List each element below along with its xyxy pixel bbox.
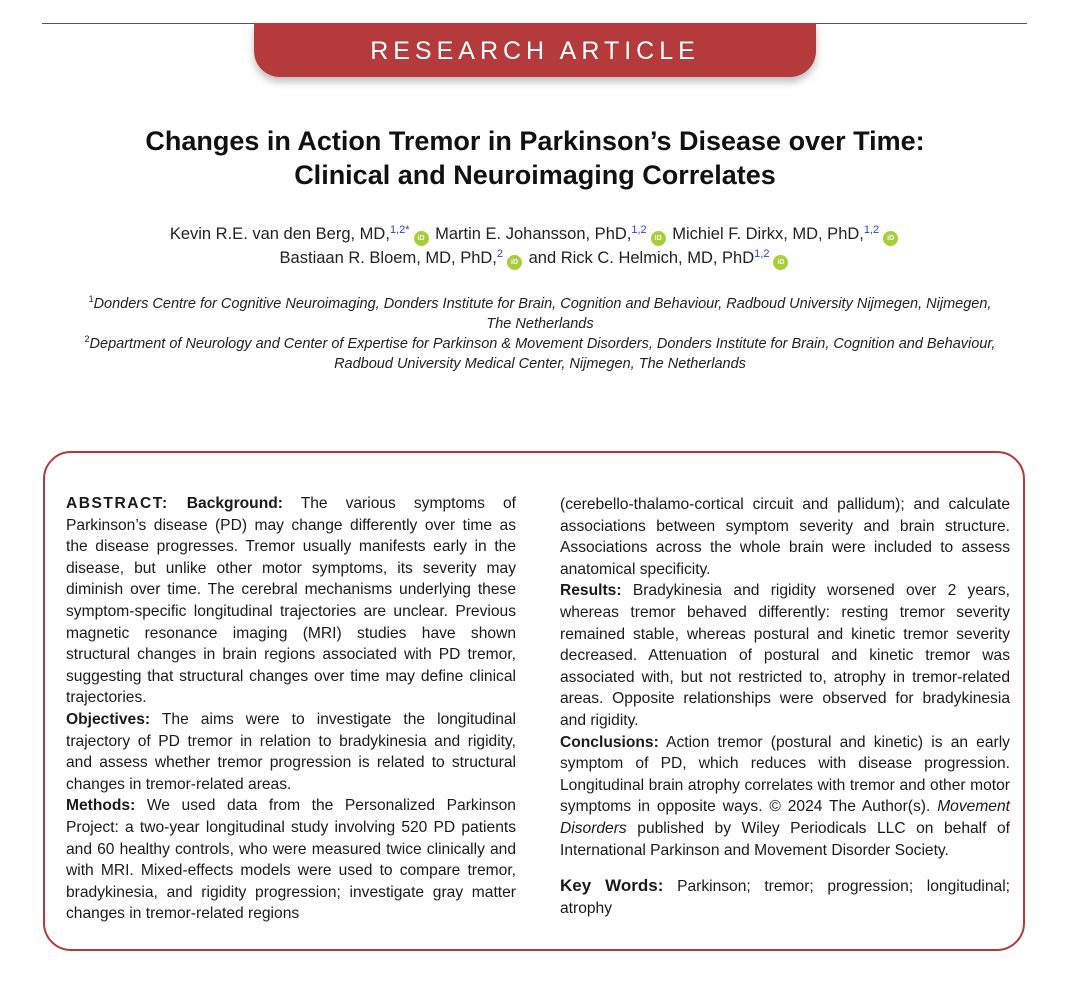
orcid-icon[interactable]: iD	[651, 231, 666, 246]
author-affiliation-ref: 1,2	[863, 224, 880, 236]
abstract-conclusions: Conclusions: Action tremor (postural and kinetic) is an early symptom of PD, which reduces with disease progression. Longitudinal brain atrophy correlates with tremor and other motor symptoms in opposite ways. © 2024 The Author(s). Movement Disorders published by Wiley Periodicals LLC on behalf of International Parkinson and Movement Disorder Society.	[560, 733, 1010, 859]
author-affiliation-ref: 2	[496, 248, 503, 260]
author-name: Kevin R.E. van den Berg, MD,	[169, 225, 390, 243]
abstract-column-right	[560, 494, 1010, 919]
orcid-icon[interactable]: iD	[773, 255, 788, 270]
abstract-methods: Methods: We used data from the Personalized Parkinson Project: a two-year longitudinal study involving 520 PD patients and 60 healthy controls, who were measured twice clinically and with MRI. Mixed-effects models were used to compare tremor, bradykinesia, and rigidity progression; investigate gray matter changes in tremor-related regions	[66, 797, 516, 923]
author-affiliation-ref: 1,2	[631, 224, 647, 236]
author-affiliation-ref: 1,2	[754, 248, 770, 260]
orcid-icon[interactable]: iD	[507, 255, 522, 270]
orcid-icon[interactable]: iD	[414, 231, 429, 246]
abstract-background: ABSTRACT: Background: The various symptoms of Parkinson’s disease (PD) may change differently over time as the disease progresses. Tremor usually manifests early in the disease, but unlike other motor symptoms, its severity may diminish over time. The cerebral mechanisms underlying these symptom-specific longitudinal trajectories are unclear. Previous magnetic resonance imaging (MRI) studies have shown structural changes in brain regions associated with PD tremor, suggesting that structural changes over time may define clinical trajectories.	[66, 495, 516, 707]
affiliation-2-cont: Radboud University Medical Center, Nijmegen, The Netherlands	[334, 356, 746, 372]
author-name: Michiel F. Dirkx, MD, PhD,	[672, 225, 864, 243]
author-affiliation-ref: 1,2*	[389, 224, 410, 236]
author-line-1	[60, 222, 1010, 246]
abstract-box	[43, 451, 1025, 951]
title-line-2: Clinical and Neuroimaging Correlates	[294, 160, 776, 190]
affiliations	[40, 294, 1040, 374]
author-line-2	[60, 246, 1010, 270]
abstract-objectives: Objectives: The aims were to investigate the longitudinal trajectory of PD tremor in relation to bradykinesia and rigidity, and assess whether tremor progression is related to structural changes in tremor-related areas.	[66, 710, 516, 793]
author-name: and Rick C. Helmich, MD, PhD	[528, 249, 755, 267]
author-name: Martin E. Johansson, PhD,	[435, 225, 632, 243]
affiliation-1-cont: The Netherlands	[486, 316, 594, 332]
abstract-keywords: Key Words: Parkinson; tremor; progression; longitudinal; atrophy	[560, 876, 1010, 917]
abstract-column-left	[66, 493, 516, 925]
journal-name: Movement Disorders	[560, 798, 1010, 837]
title-line-1: Changes in Action Tremor in Parkinson’s Disease over Time:	[145, 126, 925, 156]
author-list	[60, 222, 1010, 270]
author-name: Bastiaan R. Bloem, MD, PhD,	[279, 249, 497, 267]
abstract-methods-continued: (cerebello-thalamo-cortical circuit and pallidum); and calculate associations between symptom severity and brain structure. Associations across the whole brain were included to assess anatomical specificity.	[560, 496, 1010, 578]
abstract-results: Results: Bradykinesia and rigidity worsened over 2 years, whereas tremor behaved differently: resting tremor severity remained stable, whereas postural and kinetic tremor severity decreased. Attenuation of postural and kinetic tremor was associated with, but not restricted to, atrophy in tremor-related areas. Opposite relationships were observed for bradykinesia and rigidity.	[560, 582, 1010, 729]
affiliation-2: $^2$Department of Neurology and Center of Expertise for Parkinson & Movement Disorders, Donders Institute for Brain, Cognition and Behaviour,	[84, 334, 996, 352]
affiliation-1: $^1$Donders Centre for Cognitive Neuroimaging, Donders Institute for Brain, Cognition and Behaviour, Radboud University Nijmegen, Nijmegen,	[88, 294, 992, 312]
orcid-icon[interactable]: iD	[883, 231, 898, 246]
article-title	[60, 124, 1010, 192]
article-type-banner: RESEARCH ARTICLE	[254, 23, 816, 77]
